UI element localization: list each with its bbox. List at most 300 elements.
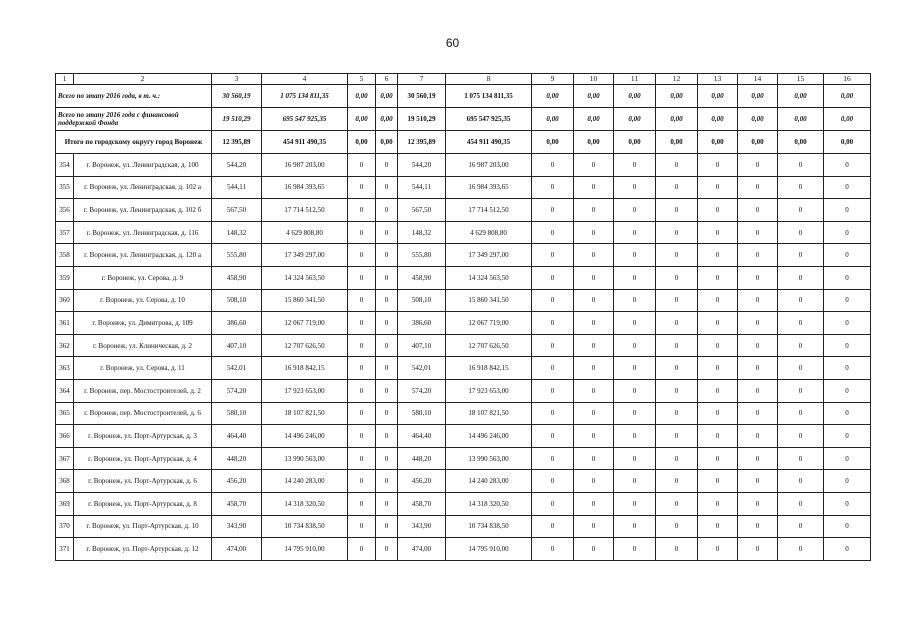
row-area: 542,01 — [398, 357, 446, 380]
row-value: 0 — [698, 266, 738, 289]
row-value: 0 — [376, 538, 398, 561]
row-cost: 12 707 626,50 — [262, 334, 348, 357]
row-value: 0 — [738, 379, 778, 402]
row-value: 0 — [532, 334, 574, 357]
table-row — [56, 538, 871, 561]
row-area: 567,50 — [212, 199, 262, 222]
row-area: 544,11 — [398, 176, 446, 199]
row-value: 0 — [824, 266, 871, 289]
row-cost: 14 795 910,00 — [446, 538, 532, 561]
row-address: г. Воронеж, ул. Димитрова, д. 109 — [74, 312, 212, 335]
row-value: 0 — [574, 447, 614, 470]
row-value: 0 — [376, 470, 398, 493]
row-value: 0 — [532, 289, 574, 312]
table-row — [56, 199, 871, 222]
row-cost: 17 923 653,00 — [446, 379, 532, 402]
row-value: 0 — [532, 176, 574, 199]
city-total-value: 12 395,89 — [398, 131, 446, 154]
row-value: 0 — [738, 492, 778, 515]
row-value: 0 — [778, 221, 824, 244]
column-number: 16 — [824, 74, 871, 85]
row-number: 366 — [56, 425, 74, 448]
summary-row — [56, 85, 871, 108]
row-area: 386,60 — [212, 312, 262, 335]
summary-label: Всего по этапу 2016 года с финансовой поддержкой Фонда — [56, 108, 212, 131]
row-value: 0 — [778, 379, 824, 402]
row-value: 0 — [376, 447, 398, 470]
row-value: 0 — [348, 221, 376, 244]
row-value: 0 — [532, 379, 574, 402]
row-value: 0 — [656, 379, 698, 402]
row-area: 542,01 — [212, 357, 262, 380]
row-value: 0 — [738, 176, 778, 199]
row-value: 0 — [824, 425, 871, 448]
row-area: 148,32 — [398, 221, 446, 244]
row-cost: 17 714 512,50 — [262, 199, 348, 222]
row-value: 0 — [348, 470, 376, 493]
row-value: 0 — [698, 312, 738, 335]
row-value: 0 — [376, 221, 398, 244]
row-value: 0 — [738, 470, 778, 493]
row-value: 0 — [778, 154, 824, 177]
row-value: 0 — [656, 470, 698, 493]
city-total-value: 0,00 — [574, 131, 614, 154]
row-value: 0 — [778, 176, 824, 199]
row-address: г. Воронеж, ул. Порт-Артурская, д. 10 — [74, 515, 212, 538]
row-value: 0 — [614, 357, 656, 380]
row-value: 0 — [698, 470, 738, 493]
row-value: 0 — [348, 538, 376, 561]
row-address: г. Воронеж, ул. Серова, д. 9 — [74, 266, 212, 289]
summary-value: 30 560,19 — [398, 85, 446, 108]
row-area: 343,90 — [212, 515, 262, 538]
row-value: 0 — [532, 199, 574, 222]
row-value: 0 — [532, 312, 574, 335]
row-value: 0 — [778, 425, 824, 448]
summary-value: 0,00 — [614, 85, 656, 108]
row-cost: 13 990 563,00 — [446, 447, 532, 470]
row-address: г. Воронеж, ул. Ленинградская, д. 102 а — [74, 176, 212, 199]
summary-value: 0,00 — [574, 108, 614, 131]
city-total-value: 0,00 — [656, 131, 698, 154]
row-value: 0 — [738, 199, 778, 222]
summary-value: 0,00 — [532, 108, 574, 131]
row-area: 448,20 — [398, 447, 446, 470]
row-value: 0 — [574, 492, 614, 515]
row-value: 0 — [574, 266, 614, 289]
row-value: 0 — [738, 447, 778, 470]
row-value: 0 — [824, 492, 871, 515]
row-value: 0 — [656, 154, 698, 177]
row-value: 0 — [698, 447, 738, 470]
row-number: 362 — [56, 334, 74, 357]
table-row — [56, 379, 871, 402]
row-number: 361 — [56, 312, 74, 335]
table-row — [56, 334, 871, 357]
row-value: 0 — [656, 289, 698, 312]
row-value: 0 — [532, 357, 574, 380]
row-value: 0 — [738, 154, 778, 177]
row-value: 0 — [532, 402, 574, 425]
row-value: 0 — [376, 515, 398, 538]
row-value: 0 — [656, 515, 698, 538]
column-number: 12 — [656, 74, 698, 85]
row-cost: 4 629 808,80 — [262, 221, 348, 244]
city-total-value: 0,00 — [824, 131, 871, 154]
row-value: 0 — [376, 312, 398, 335]
row-area: 456,20 — [398, 470, 446, 493]
row-value: 0 — [532, 425, 574, 448]
row-address: г. Воронеж, ул. Ленинградская, д. 100 — [74, 154, 212, 177]
summary-value: 0,00 — [824, 85, 871, 108]
row-cost: 16 918 842,15 — [262, 357, 348, 380]
row-value: 0 — [348, 199, 376, 222]
row-value: 0 — [824, 402, 871, 425]
row-value: 0 — [614, 244, 656, 267]
row-value: 0 — [614, 379, 656, 402]
row-value: 0 — [376, 425, 398, 448]
summary-value: 1 075 134 811,35 — [446, 85, 532, 108]
row-cost: 14 324 563,50 — [446, 266, 532, 289]
row-value: 0 — [778, 538, 824, 561]
city-total-value: 0,00 — [376, 131, 398, 154]
row-value: 0 — [824, 447, 871, 470]
row-value: 0 — [574, 334, 614, 357]
table-row — [56, 289, 871, 312]
row-value: 0 — [738, 402, 778, 425]
row-value: 0 — [778, 266, 824, 289]
row-value: 0 — [656, 221, 698, 244]
page-number: 60 — [445, 36, 460, 50]
row-number: 368 — [56, 470, 74, 493]
row-value: 0 — [698, 425, 738, 448]
row-number: 369 — [56, 492, 74, 515]
row-value: 0 — [614, 334, 656, 357]
row-cost: 14 318 320,50 — [446, 492, 532, 515]
city-total-value: 0,00 — [348, 131, 376, 154]
row-value: 0 — [532, 538, 574, 561]
row-value: 0 — [698, 154, 738, 177]
row-value: 0 — [824, 357, 871, 380]
city-total-value: 0,00 — [778, 131, 824, 154]
row-value: 0 — [574, 221, 614, 244]
row-area: 343,90 — [398, 515, 446, 538]
summary-value: 0,00 — [824, 108, 871, 131]
row-value: 0 — [574, 357, 614, 380]
row-value: 0 — [778, 447, 824, 470]
row-value: 0 — [738, 312, 778, 335]
row-area: 407,10 — [398, 334, 446, 357]
row-address: г. Воронеж, ул. Ленинградская, д. 120 а — [74, 244, 212, 267]
row-value: 0 — [698, 199, 738, 222]
row-value: 0 — [376, 402, 398, 425]
row-value: 0 — [574, 515, 614, 538]
row-value: 0 — [376, 379, 398, 402]
row-address: г. Воронеж, ул. Порт-Артурская, д. 3 — [74, 425, 212, 448]
row-value: 0 — [532, 447, 574, 470]
summary-value: 19 510,29 — [398, 108, 446, 131]
row-area: 508,10 — [398, 289, 446, 312]
city-total-label: Итого по городскому округу город Воронеж — [56, 131, 212, 154]
column-number: 5 — [348, 74, 376, 85]
row-number: 358 — [56, 244, 74, 267]
row-area: 544,20 — [212, 154, 262, 177]
row-cost: 16 984 393,65 — [262, 176, 348, 199]
row-value: 0 — [614, 289, 656, 312]
row-value: 0 — [824, 176, 871, 199]
row-area: 448,20 — [212, 447, 262, 470]
row-value: 0 — [574, 176, 614, 199]
row-value: 0 — [698, 379, 738, 402]
row-value: 0 — [376, 244, 398, 267]
row-area: 458,70 — [212, 492, 262, 515]
summary-value: 0,00 — [738, 85, 778, 108]
row-value: 0 — [532, 244, 574, 267]
row-address: г. Воронеж, ул. Клиническая, д. 2 — [74, 334, 212, 357]
summary-value: 0,00 — [738, 108, 778, 131]
row-address: г. Воронеж, ул. Порт-Артурская, д. 12 — [74, 538, 212, 561]
row-value: 0 — [824, 470, 871, 493]
row-value: 0 — [532, 221, 574, 244]
row-cost: 12 707 626,50 — [446, 334, 532, 357]
row-cost: 10 734 838,50 — [262, 515, 348, 538]
row-area: 386,60 — [398, 312, 446, 335]
row-address: г. Воронеж, ул. Порт-Артурская, д. 8 — [74, 492, 212, 515]
column-number: 4 — [262, 74, 348, 85]
row-value: 0 — [614, 312, 656, 335]
row-value: 0 — [348, 402, 376, 425]
row-value: 0 — [656, 425, 698, 448]
row-value: 0 — [656, 312, 698, 335]
row-value: 0 — [656, 334, 698, 357]
row-value: 0 — [698, 334, 738, 357]
row-area: 474,00 — [398, 538, 446, 561]
row-value: 0 — [778, 312, 824, 335]
table-row — [56, 266, 871, 289]
row-value: 0 — [698, 176, 738, 199]
row-value: 0 — [614, 515, 656, 538]
row-value: 0 — [532, 154, 574, 177]
row-address: г. Воронеж, ул. Серова, д. 11 — [74, 357, 212, 380]
row-value: 0 — [698, 221, 738, 244]
column-number: 2 — [74, 74, 212, 85]
column-number-row — [56, 74, 871, 85]
row-address: г. Воронеж, ул. Ленинградская, д. 116 — [74, 221, 212, 244]
row-value: 0 — [614, 470, 656, 493]
row-value: 0 — [778, 402, 824, 425]
row-value: 0 — [656, 266, 698, 289]
row-value: 0 — [376, 357, 398, 380]
city-total-value: 0,00 — [698, 131, 738, 154]
row-number: 360 — [56, 289, 74, 312]
summary-value: 0,00 — [778, 85, 824, 108]
row-value: 0 — [698, 515, 738, 538]
row-value: 0 — [738, 515, 778, 538]
row-value: 0 — [698, 402, 738, 425]
row-value: 0 — [656, 357, 698, 380]
row-cost: 14 318 320,50 — [262, 492, 348, 515]
row-area: 474,00 — [212, 538, 262, 561]
row-area: 458,70 — [398, 492, 446, 515]
row-value: 0 — [574, 379, 614, 402]
row-value: 0 — [824, 515, 871, 538]
row-cost: 17 349 297,00 — [262, 244, 348, 267]
row-value: 0 — [778, 492, 824, 515]
row-value: 0 — [738, 334, 778, 357]
row-area: 574,20 — [398, 379, 446, 402]
summary-value: 0,00 — [614, 108, 656, 131]
row-address: г. Воронеж, пер. Мостостроителей, д. 6 — [74, 402, 212, 425]
row-value: 0 — [738, 425, 778, 448]
housing-register-table — [55, 73, 871, 561]
row-value: 0 — [532, 515, 574, 538]
row-value: 0 — [376, 154, 398, 177]
row-value: 0 — [614, 402, 656, 425]
row-area: 458,90 — [398, 266, 446, 289]
row-value: 0 — [614, 492, 656, 515]
row-cost: 15 860 341,50 — [262, 289, 348, 312]
summary-value: 0,00 — [698, 85, 738, 108]
row-cost: 14 795 910,00 — [262, 538, 348, 561]
summary-value: 0,00 — [656, 85, 698, 108]
column-number: 6 — [376, 74, 398, 85]
row-value: 0 — [698, 289, 738, 312]
summary-value: 0,00 — [376, 108, 398, 131]
row-cost: 12 067 719,00 — [446, 312, 532, 335]
row-value: 0 — [656, 538, 698, 561]
column-number: 13 — [698, 74, 738, 85]
row-value: 0 — [574, 289, 614, 312]
column-number: 1 — [56, 74, 74, 85]
row-value: 0 — [656, 402, 698, 425]
summary-value: 0,00 — [698, 108, 738, 131]
row-value: 0 — [738, 289, 778, 312]
row-value: 0 — [738, 266, 778, 289]
row-value: 0 — [376, 334, 398, 357]
row-value: 0 — [656, 447, 698, 470]
city-total-value: 0,00 — [614, 131, 656, 154]
row-value: 0 — [574, 470, 614, 493]
row-value: 0 — [738, 244, 778, 267]
summary-value: 19 510,29 — [212, 108, 262, 131]
summary-value: 0,00 — [348, 108, 376, 131]
row-value: 0 — [532, 470, 574, 493]
table-row — [56, 357, 871, 380]
row-value: 0 — [614, 538, 656, 561]
row-cost: 15 860 341,50 — [446, 289, 532, 312]
row-value: 0 — [738, 357, 778, 380]
row-value: 0 — [348, 312, 376, 335]
table-row — [56, 425, 871, 448]
row-cost: 18 107 821,50 — [446, 402, 532, 425]
row-value: 0 — [778, 244, 824, 267]
row-value: 0 — [376, 176, 398, 199]
row-cost: 17 349 297,00 — [446, 244, 532, 267]
column-number: 9 — [532, 74, 574, 85]
row-value: 0 — [376, 492, 398, 515]
row-value: 0 — [824, 289, 871, 312]
row-number: 364 — [56, 379, 74, 402]
summary-value: 0,00 — [574, 85, 614, 108]
summary-row — [56, 108, 871, 131]
row-number: 357 — [56, 221, 74, 244]
column-number: 14 — [738, 74, 778, 85]
column-number: 15 — [778, 74, 824, 85]
row-area: 407,10 — [212, 334, 262, 357]
row-value: 0 — [656, 244, 698, 267]
row-value: 0 — [824, 244, 871, 267]
row-area: 580,10 — [398, 402, 446, 425]
row-value: 0 — [574, 244, 614, 267]
row-area: 555,80 — [212, 244, 262, 267]
row-number: 367 — [56, 447, 74, 470]
row-address: г. Воронеж, ул. Ленинградская, д. 102 б — [74, 199, 212, 222]
row-cost: 17 923 653,00 — [262, 379, 348, 402]
row-value: 0 — [574, 425, 614, 448]
row-value: 0 — [574, 312, 614, 335]
row-value: 0 — [348, 492, 376, 515]
row-number: 354 — [56, 154, 74, 177]
row-cost: 14 496 246,00 — [262, 425, 348, 448]
row-cost: 16 987 203,00 — [262, 154, 348, 177]
summary-value: 695 547 925,35 — [262, 108, 348, 131]
row-address: г. Воронеж, ул. Серова, д. 10 — [74, 289, 212, 312]
row-value: 0 — [574, 538, 614, 561]
row-value: 0 — [614, 425, 656, 448]
row-area: 508,10 — [212, 289, 262, 312]
row-value: 0 — [824, 334, 871, 357]
row-cost: 12 067 719,00 — [262, 312, 348, 335]
row-value: 0 — [376, 289, 398, 312]
row-cost: 13 990 563,00 — [262, 447, 348, 470]
row-address: г. Воронеж, ул. Порт-Артурская, д. 4 — [74, 447, 212, 470]
row-number: 355 — [56, 176, 74, 199]
city-total-row — [56, 131, 871, 154]
row-area: 580,10 — [212, 402, 262, 425]
row-cost: 18 107 821,50 — [262, 402, 348, 425]
row-number: 365 — [56, 402, 74, 425]
row-value: 0 — [698, 244, 738, 267]
row-number: 359 — [56, 266, 74, 289]
row-value: 0 — [574, 402, 614, 425]
summary-value: 0,00 — [656, 108, 698, 131]
row-value: 0 — [348, 244, 376, 267]
summary-value: 695 547 925,35 — [446, 108, 532, 131]
row-area: 464,40 — [212, 425, 262, 448]
row-area: 544,20 — [398, 154, 446, 177]
row-value: 0 — [376, 199, 398, 222]
row-value: 0 — [698, 357, 738, 380]
table-row — [56, 515, 871, 538]
row-value: 0 — [348, 176, 376, 199]
row-value: 0 — [376, 266, 398, 289]
row-value: 0 — [348, 515, 376, 538]
row-number: 356 — [56, 199, 74, 222]
table-row — [56, 312, 871, 335]
table-row — [56, 221, 871, 244]
table-row — [56, 447, 871, 470]
row-value: 0 — [614, 199, 656, 222]
row-value: 0 — [348, 289, 376, 312]
row-value: 0 — [348, 425, 376, 448]
row-value: 0 — [656, 199, 698, 222]
table-row — [56, 244, 871, 267]
row-area: 555,80 — [398, 244, 446, 267]
city-total-value: 0,00 — [738, 131, 778, 154]
row-value: 0 — [614, 221, 656, 244]
table-row — [56, 470, 871, 493]
row-value: 0 — [778, 334, 824, 357]
